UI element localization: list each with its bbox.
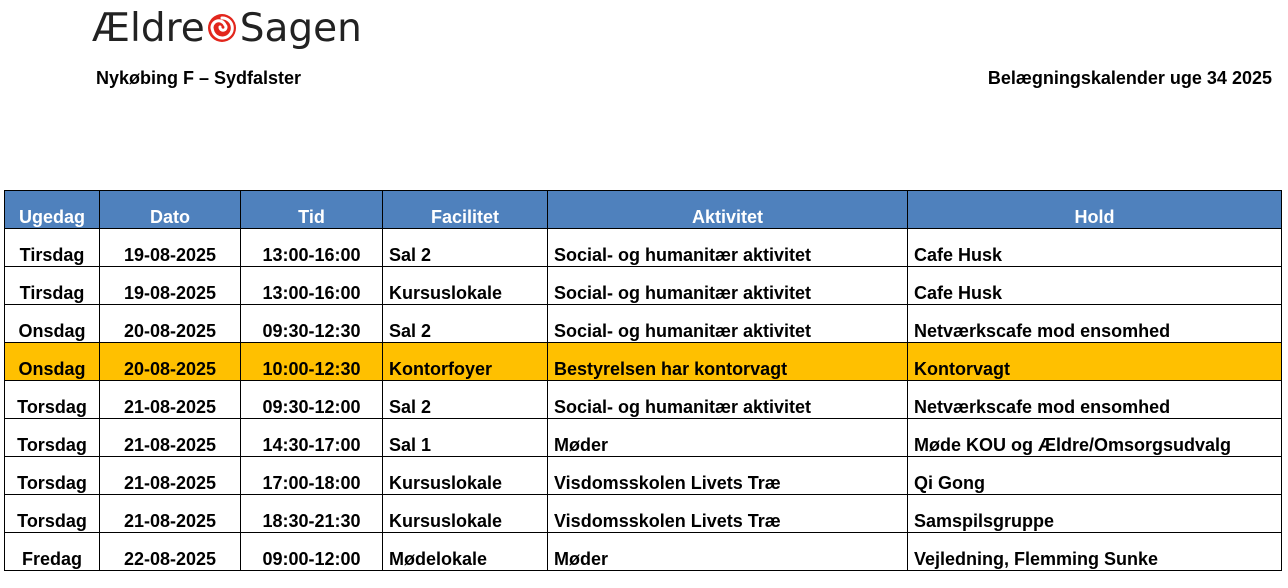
table-row [5, 495, 1282, 533]
cell-tid: 09:30-12:30 [241, 305, 383, 343]
cell-hold: Vejledning, Flemming Sunke [908, 533, 1282, 571]
cell-ugedag: Tirsdag [5, 229, 100, 267]
cell-tid: 14:30-17:00 [241, 419, 383, 457]
cell-aktivitet: Social- og humanitær aktivitet [548, 305, 908, 343]
spiral-logo-icon [207, 13, 237, 43]
table-row [5, 419, 1282, 457]
table-row [5, 457, 1282, 495]
column-header-aktivitet: Aktivitet [548, 191, 908, 229]
cell-hold: Qi Gong [908, 457, 1282, 495]
cell-hold: Netværkscafe mod ensomhed [908, 381, 1282, 419]
table-header-row [5, 191, 1282, 229]
cell-facilitet: Mødelokale [383, 533, 548, 571]
cell-hold: Netværkscafe mod ensomhed [908, 305, 1282, 343]
cell-facilitet: Kursuslokale [383, 495, 548, 533]
table-row-highlighted [5, 343, 1282, 381]
cell-ugedag: Onsdag [5, 305, 100, 343]
cell-tid: 10:00-12:30 [241, 343, 383, 381]
table-row [5, 229, 1282, 267]
cell-dato: 21-08-2025 [100, 419, 241, 457]
cell-dato: 21-08-2025 [100, 495, 241, 533]
cell-tid: 09:00-12:00 [241, 533, 383, 571]
cell-tid: 13:00-16:00 [241, 267, 383, 305]
cell-hold: Cafe Husk [908, 229, 1282, 267]
cell-ugedag: Tirsdag [5, 267, 100, 305]
table-row [5, 267, 1282, 305]
column-header-tid: Tid [241, 191, 383, 229]
logo-text-right: Sagen [239, 5, 362, 51]
booking-calendar-table [4, 190, 1282, 571]
cell-dato: 20-08-2025 [100, 343, 241, 381]
cell-ugedag: Torsdag [5, 381, 100, 419]
cell-facilitet: Kursuslokale [383, 267, 548, 305]
column-header-dato: Dato [100, 191, 241, 229]
cell-dato: 19-08-2025 [100, 229, 241, 267]
cell-facilitet: Sal 2 [383, 305, 548, 343]
cell-facilitet: Kursuslokale [383, 457, 548, 495]
logo-text-left: Ældre [92, 5, 205, 51]
cell-ugedag: Torsdag [5, 495, 100, 533]
cell-aktivitet: Visdomsskolen Livets Træ [548, 457, 908, 495]
cell-hold: Møde KOU og Ældre/Omsorgsudvalg [908, 419, 1282, 457]
cell-aktivitet: Social- og humanitær aktivitet [548, 267, 908, 305]
cell-facilitet: Sal 2 [383, 229, 548, 267]
cell-ugedag: Torsdag [5, 457, 100, 495]
table-row [5, 381, 1282, 419]
cell-ugedag: Fredag [5, 533, 100, 571]
cell-aktivitet: Møder [548, 533, 908, 571]
table-row [5, 533, 1282, 571]
cell-hold: Cafe Husk [908, 267, 1282, 305]
cell-dato: 21-08-2025 [100, 381, 241, 419]
cell-dato: 22-08-2025 [100, 533, 241, 571]
cell-dato: 21-08-2025 [100, 457, 241, 495]
cell-tid: 09:30-12:00 [241, 381, 383, 419]
cell-ugedag: Torsdag [5, 419, 100, 457]
column-header-facilitet: Facilitet [383, 191, 548, 229]
cell-hold: Kontorvagt [908, 343, 1282, 381]
cell-aktivitet: Møder [548, 419, 908, 457]
cell-aktivitet: Social- og humanitær aktivitet [548, 229, 908, 267]
cell-tid: 13:00-16:00 [241, 229, 383, 267]
cell-tid: 18:30-21:30 [241, 495, 383, 533]
cell-facilitet: Kontorfoyer [383, 343, 548, 381]
aeldre-sagen-logo [92, 4, 362, 52]
column-header-ugedag: Ugedag [5, 191, 100, 229]
cell-facilitet: Sal 1 [383, 419, 548, 457]
location-title: Nykøbing F – Sydfalster [96, 68, 302, 88]
table-row [5, 305, 1282, 343]
cell-aktivitet: Social- og humanitær aktivitet [548, 381, 908, 419]
cell-dato: 20-08-2025 [100, 305, 241, 343]
column-header-hold: Hold [908, 191, 1282, 229]
cell-aktivitet: Bestyrelsen har kontorvagt [548, 343, 908, 381]
cell-dato: 19-08-2025 [100, 267, 241, 305]
cell-ugedag: Onsdag [5, 343, 100, 381]
cell-facilitet: Sal 2 [383, 381, 548, 419]
calendar-title: Belægningskalender uge 34 2025 [987, 68, 1272, 88]
cell-tid: 17:00-18:00 [241, 457, 383, 495]
cell-aktivitet: Visdomsskolen Livets Træ [548, 495, 908, 533]
cell-hold: Samspilsgruppe [908, 495, 1282, 533]
